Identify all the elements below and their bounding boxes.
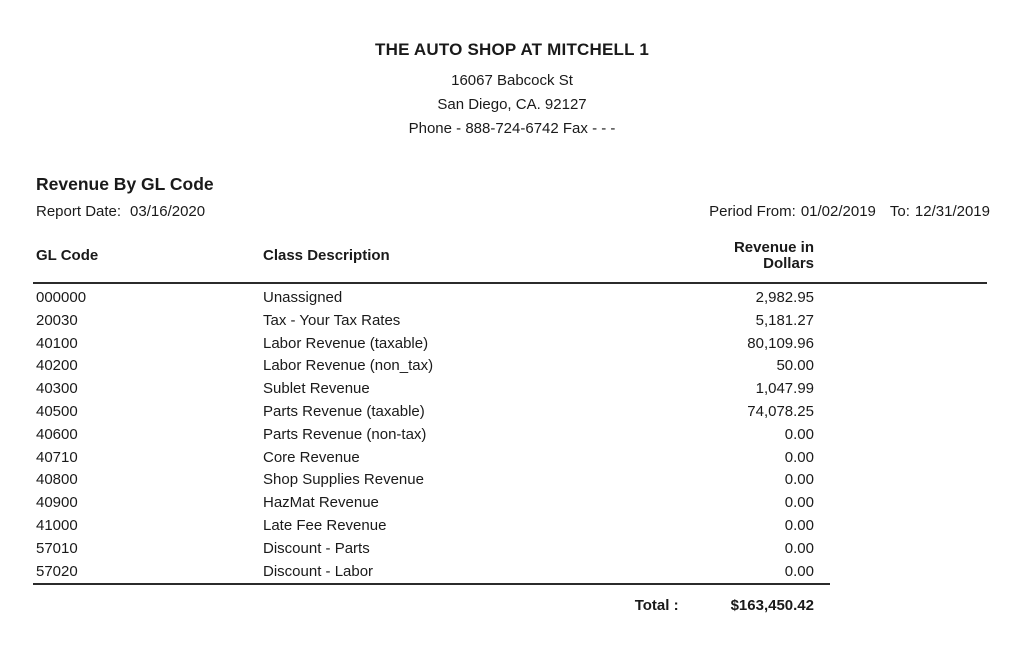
class-description-cell: Core Revenue	[263, 448, 360, 466]
letterhead	[0, 40, 1024, 141]
row-spacer-cell	[814, 310, 987, 333]
table-row	[33, 447, 987, 470]
revenue-cell: 0.00	[784, 425, 814, 443]
revenue-cell: 2,982.95	[755, 289, 814, 306]
row-spacer-cell	[814, 492, 987, 515]
shop-name: THE AUTO SHOP AT MITCHELL 1	[375, 40, 649, 59]
revenue-cell: 0.00	[784, 516, 814, 534]
period-from-value: 01/02/2019	[800, 203, 876, 220]
revenue-cell: 0.00	[784, 494, 814, 512]
gl-code-cell: 000000	[36, 289, 87, 306]
gl-code-cell: 40710	[36, 448, 78, 466]
table-row	[33, 378, 987, 401]
table-row	[33, 515, 987, 538]
row-spacer-cell	[814, 561, 987, 584]
revenue-cell: 74,078.25	[747, 402, 814, 420]
class-description-cell: HazMat Revenue	[263, 494, 379, 512]
revenue-cell: 0.00	[784, 539, 814, 557]
class-description-cell: Discount - Labor	[263, 562, 374, 580]
report-date	[36, 204, 205, 220]
gl-code-cell: 40200	[36, 357, 78, 375]
report-date-label: Report Date:	[36, 203, 122, 220]
class-description-cell: Shop Supplies Revenue	[263, 471, 424, 489]
period-to-value: 12/31/2019	[914, 203, 990, 220]
class-description-cell: Discount - Parts	[263, 539, 370, 557]
revenue-cell: 0.00	[784, 448, 814, 466]
period-to-label: To:	[889, 203, 910, 220]
address-line-1: 16067 Babcock St	[451, 72, 573, 89]
table-body	[33, 283, 987, 583]
table-row	[33, 310, 987, 333]
row-spacer-cell	[814, 283, 987, 310]
row-spacer-cell	[814, 333, 987, 356]
contact-line: Phone - 888-724-6742 Fax - - -	[408, 120, 616, 137]
row-spacer-cell	[814, 447, 987, 470]
revenue-cell: 5,181.27	[755, 311, 814, 329]
gl-code-cell: 40300	[36, 380, 78, 398]
class-description-cell: Labor Revenue (non_tax)	[263, 357, 434, 375]
gl-code-cell: 20030	[36, 311, 78, 329]
header-spacer	[814, 240, 987, 283]
total-label: Total :	[634, 597, 679, 615]
table-row	[33, 401, 987, 424]
total-value: $163,450.42	[730, 597, 814, 615]
row-spacer-cell	[814, 515, 987, 538]
report-date-value: 03/16/2020	[130, 203, 206, 220]
class-description-cell: Tax - Your Tax Rates	[263, 311, 401, 329]
column-header-revenue: Revenue in Dollars	[680, 240, 814, 283]
gl-code-cell: 40500	[36, 402, 78, 420]
gl-code-cell: 41000	[36, 516, 78, 534]
table-row	[33, 469, 987, 492]
report-period	[709, 204, 990, 220]
revenue-cell: 1,047.99	[755, 380, 814, 398]
address-line-2: San Diego, CA. 92127	[437, 96, 587, 113]
gl-code-cell: 40600	[36, 425, 78, 443]
class-description-cell: Sublet Revenue	[263, 380, 370, 398]
table-row	[33, 355, 987, 378]
table-bottom-rule	[33, 583, 830, 585]
table-row	[33, 492, 987, 515]
revenue-table	[33, 240, 987, 614]
table-header	[33, 240, 987, 283]
class-description-cell: Unassigned	[263, 289, 343, 306]
gl-code-cell: 40800	[36, 471, 78, 489]
class-description-cell: Parts Revenue (non-tax)	[263, 425, 427, 443]
revenue-cell: 80,109.96	[747, 334, 814, 352]
row-spacer-cell	[814, 538, 987, 561]
table-row	[33, 333, 987, 356]
report-meta	[36, 204, 990, 220]
revenue-cell: 0.00	[784, 471, 814, 489]
row-spacer-cell	[814, 401, 987, 424]
period-from-label: Period From:	[709, 203, 796, 220]
class-description-cell: Labor Revenue (taxable)	[263, 334, 429, 352]
row-spacer-cell	[814, 378, 987, 401]
report-title: Revenue By GL Code	[36, 174, 214, 194]
row-spacer-cell	[814, 469, 987, 492]
class-description-cell: Parts Revenue (taxable)	[263, 402, 425, 420]
gl-code-cell: 57010	[36, 539, 78, 557]
gl-code-cell: 40100	[36, 334, 78, 352]
gl-code-cell: 40900	[36, 494, 78, 512]
revenue-cell: 0.00	[784, 562, 814, 580]
class-description-cell: Late Fee Revenue	[263, 516, 387, 534]
revenue-cell: 50.00	[776, 357, 814, 375]
column-header-class-description: Class Description	[260, 240, 680, 283]
table-row	[33, 538, 987, 561]
table-row	[33, 283, 987, 310]
gl-code-cell: 57020	[36, 562, 78, 580]
table-row	[33, 424, 987, 447]
row-spacer-cell	[814, 424, 987, 447]
column-header-gl-code: GL Code	[33, 240, 260, 283]
table-row	[33, 561, 987, 584]
total-row	[33, 598, 814, 614]
row-spacer-cell	[814, 355, 987, 378]
